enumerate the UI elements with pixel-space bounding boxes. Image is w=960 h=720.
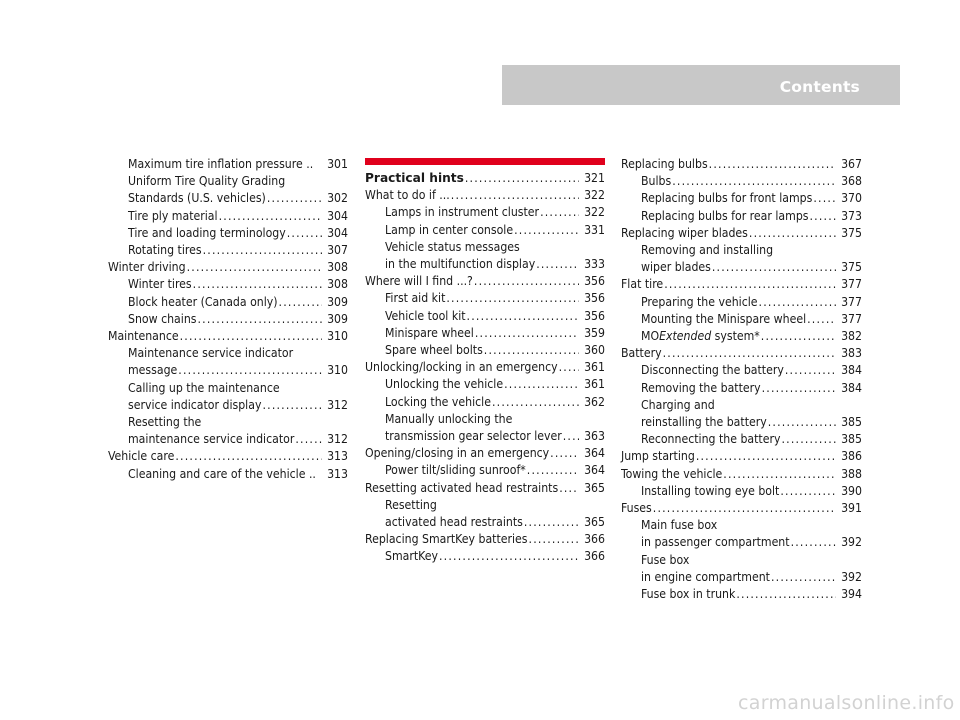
- dot-leader: [540, 204, 579, 221]
- toc-page-number: 356: [584, 274, 605, 289]
- toc-page-number: 394: [841, 587, 862, 602]
- toc-entry[interactable]: [621, 534, 862, 551]
- toc-entry[interactable]: [621, 431, 862, 448]
- toc-page-number: 310: [327, 329, 348, 344]
- dot-leader: [484, 342, 579, 359]
- toc-page-number: 388: [841, 466, 862, 481]
- toc-page-number: 364: [584, 463, 605, 478]
- toc-entry-label: Jump starting: [621, 449, 695, 464]
- toc-entry-label: Minispare wheel: [385, 325, 474, 340]
- toc-page-number: 365: [584, 480, 605, 495]
- dot-leader: [749, 225, 836, 242]
- toc-page-number: 384: [841, 363, 862, 378]
- dot-leader: [781, 431, 836, 448]
- dot-leader: [267, 190, 322, 207]
- toc-page-number: 308: [327, 277, 348, 292]
- toc-entry-label: in passenger compartment: [641, 535, 790, 550]
- toc-page-number: 385: [841, 415, 862, 430]
- toc-entry[interactable]: [365, 514, 605, 531]
- toc-page-number: 307: [327, 243, 348, 258]
- toc-entry[interactable]: [621, 156, 862, 173]
- toc-entry[interactable]: [365, 239, 605, 256]
- toc-page-number: 366: [584, 532, 605, 547]
- toc-entry-label: Fuses: [621, 501, 652, 516]
- toc-page-number: 356: [584, 291, 605, 306]
- toc-entry-label: Disconnecting the battery: [641, 363, 784, 378]
- toc-entry-label: in engine compartment: [641, 569, 770, 584]
- toc-entry[interactable]: [621, 345, 862, 362]
- toc-column-3: [621, 156, 862, 603]
- toc-entry[interactable]: [365, 256, 605, 273]
- toc-entry-label: Tire ply material: [128, 208, 218, 223]
- toc-page-number: 375: [841, 260, 862, 275]
- toc-entry[interactable]: [365, 531, 605, 548]
- toc-page-number: 364: [584, 446, 605, 461]
- dot-leader: [761, 328, 836, 345]
- dot-leader: [203, 242, 322, 259]
- toc-entry[interactable]: [108, 431, 348, 448]
- toc-page-number: 312: [327, 432, 348, 447]
- toc-entry[interactable]: [108, 345, 348, 362]
- toc-page-number: 390: [841, 483, 862, 498]
- toc-entry-label: Lamp in center console: [385, 222, 514, 237]
- toc-page-number: 312: [327, 397, 348, 412]
- toc-entry[interactable]: [365, 394, 605, 411]
- toc-entry-label: Reconnecting the battery: [641, 432, 781, 447]
- toc-entry-label: Preparing the vehicle: [641, 294, 758, 309]
- toc-page-number: 383: [841, 346, 862, 361]
- toc-entry[interactable]: [621, 500, 862, 517]
- dot-leader: [474, 273, 579, 290]
- toc-column-2: [365, 170, 605, 566]
- toc-page-number: 322: [584, 205, 605, 220]
- dot-leader: [759, 294, 836, 311]
- toc-entry-label: Battery: [621, 346, 662, 361]
- toc-entry[interactable]: [365, 290, 605, 307]
- dot-leader: [712, 259, 836, 276]
- toc-entry[interactable]: [621, 276, 862, 293]
- dot-leader: [664, 276, 836, 293]
- toc-entry-label: Calling up the maintenance: [128, 380, 280, 395]
- toc-entry[interactable]: [621, 569, 862, 586]
- section-divider: [365, 158, 605, 165]
- toc-entry-label: Replacing bulbs: [621, 157, 708, 171]
- toc-entry[interactable]: [621, 311, 862, 328]
- dot-leader: [736, 586, 836, 603]
- watermark: carmanualsonline.info: [738, 692, 955, 714]
- toc-entry[interactable]: [365, 376, 605, 393]
- toc-entry-label: Replacing wiper blades: [621, 225, 748, 240]
- toc-entry[interactable]: [365, 308, 605, 325]
- dot-leader: [791, 534, 836, 551]
- toc-entry[interactable]: [365, 480, 605, 497]
- toc-entry-label: message: [128, 363, 178, 378]
- dot-leader: [475, 325, 579, 342]
- dot-leader: [807, 311, 836, 328]
- dot-leader: [504, 376, 579, 393]
- toc-entry-label: Locking the vehicle: [385, 394, 491, 409]
- dot-leader: [524, 514, 579, 531]
- toc-entry-label: Standards (U.S. vehicles): [128, 191, 266, 206]
- toc-entry[interactable]: [108, 242, 348, 259]
- toc-entry-label: Block heater (Canada only): [128, 294, 278, 309]
- toc-page-number: 361: [584, 377, 605, 392]
- dot-leader: [446, 290, 579, 307]
- toc-entry[interactable]: [365, 359, 605, 376]
- toc-entry-label: Cleaning and care of the vehicle ..: [128, 466, 316, 481]
- dot-leader: [762, 380, 836, 397]
- toc-entry-label: reinstalling the battery: [641, 415, 767, 430]
- toc-column-1: [108, 156, 348, 483]
- toc-entry-label: Mounting the Minispare wheel: [641, 311, 807, 326]
- toc-entry[interactable]: [365, 325, 605, 342]
- toc-entry-label: Tire and loading terminology: [128, 225, 286, 240]
- toc-entry[interactable]: [365, 187, 605, 204]
- toc-entry[interactable]: [621, 380, 862, 397]
- dot-leader: [439, 548, 579, 565]
- toc-entry-label: activated head restraints: [385, 515, 523, 530]
- toc-entry[interactable]: [365, 411, 605, 428]
- toc-entry[interactable]: [621, 190, 862, 207]
- dot-leader: [175, 448, 322, 465]
- toc-page-number: 382: [841, 329, 862, 344]
- dot-leader: [709, 156, 836, 173]
- toc-entry[interactable]: [621, 517, 862, 534]
- dot-leader: [193, 276, 322, 293]
- toc-page-number: 359: [584, 325, 605, 340]
- dot-leader: [492, 394, 579, 411]
- toc-entry-label: Maximum tire inflation pressure ..: [128, 157, 314, 171]
- toc-page-number: 322: [584, 188, 605, 203]
- dot-leader: [536, 256, 579, 273]
- toc-entry-label: Replacing SmartKey batteries: [365, 532, 528, 547]
- toc-page-number: 386: [841, 449, 862, 464]
- toc-entry-label: Vehicle status messages: [385, 239, 520, 254]
- toc-page-number: 361: [584, 360, 605, 375]
- toc-entry-label: wiper blades: [641, 260, 711, 275]
- toc-entry-label: Removing the battery: [641, 380, 761, 395]
- dot-leader: [563, 428, 579, 445]
- toc-page-number: 385: [841, 432, 862, 447]
- dot-leader: [451, 187, 579, 204]
- toc-entry[interactable]: [108, 362, 348, 379]
- toc-page-number: 375: [841, 225, 862, 240]
- toc-entry[interactable]: [621, 362, 862, 379]
- toc-entry[interactable]: [365, 273, 605, 290]
- toc-entry[interactable]: [621, 294, 862, 311]
- toc-entry-label: Winter tires: [128, 277, 192, 292]
- dot-leader: [672, 173, 836, 190]
- toc-entry[interactable]: [108, 190, 348, 207]
- toc-entry[interactable]: [621, 328, 862, 345]
- dot-leader: [279, 294, 322, 311]
- toc-entry[interactable]: [108, 276, 348, 293]
- toc-entry[interactable]: [108, 397, 348, 414]
- toc-entry[interactable]: [108, 259, 348, 276]
- toc-page-number: 370: [841, 191, 862, 206]
- contents-header-bar: [502, 65, 900, 105]
- toc-entry-label: Bulbs: [641, 174, 672, 189]
- toc-page-number: 366: [584, 549, 605, 564]
- dot-leader: [663, 345, 836, 362]
- toc-page-number: 377: [841, 311, 862, 326]
- toc-page-number: 331: [584, 222, 605, 237]
- toc-entry-label: Main fuse box: [641, 518, 718, 533]
- toc-page-number: 368: [841, 174, 862, 189]
- dot-leader: [559, 480, 579, 497]
- dot-leader: [810, 208, 837, 225]
- toc-entry[interactable]: [621, 466, 862, 483]
- toc-page-number: 313: [327, 449, 348, 464]
- toc-entry-label: Power tilt/sliding sunroof*: [385, 463, 526, 478]
- toc-page-number: 377: [841, 294, 862, 309]
- dot-leader: [197, 311, 322, 328]
- toc-entry[interactable]: [621, 225, 862, 242]
- toc-entry-label: service indicator display: [128, 397, 262, 412]
- toc-entry[interactable]: [108, 466, 348, 483]
- toc-entry[interactable]: [365, 497, 605, 514]
- toc-entry[interactable]: [108, 380, 348, 397]
- dot-leader: [187, 259, 322, 276]
- toc-entry[interactable]: [621, 448, 862, 465]
- dot-leader: [295, 431, 322, 448]
- toc-entry-label: Lamps in instrument cluster: [385, 205, 540, 220]
- toc-entry[interactable]: [621, 586, 862, 603]
- toc-entry[interactable]: [108, 448, 348, 465]
- dot-leader: [287, 225, 322, 242]
- toc-entry[interactable]: [108, 311, 348, 328]
- toc-entry[interactable]: [108, 328, 348, 345]
- toc-entry-label: First aid kit: [385, 291, 446, 306]
- toc-entry[interactable]: [621, 242, 862, 259]
- dot-leader: [514, 222, 579, 239]
- dot-leader: [180, 328, 322, 345]
- toc-entry[interactable]: [621, 414, 862, 431]
- page-title: Contents: [779, 78, 860, 96]
- toc-entry[interactable]: [108, 208, 348, 225]
- toc-entry[interactable]: [621, 552, 862, 569]
- dot-leader: [653, 500, 836, 517]
- toc-page-number: 392: [841, 569, 862, 584]
- toc-entry-label: Rotating tires: [128, 243, 202, 258]
- toc-page-number: 391: [841, 501, 862, 516]
- toc-entry[interactable]: [365, 222, 605, 239]
- toc-entry-label: Manually unlocking the: [385, 411, 513, 426]
- toc-entry[interactable]: [621, 173, 862, 190]
- toc-entry-label: Snow chains: [128, 311, 197, 326]
- toc-entry[interactable]: [621, 259, 862, 276]
- toc-section-heading[interactable]: [365, 170, 605, 187]
- toc-entry-label: Fuse box in trunk: [641, 587, 736, 602]
- toc-entry-label: SmartKey: [385, 549, 438, 564]
- dot-leader: [219, 208, 322, 225]
- toc-entry-label: What to do if ...: [365, 188, 450, 203]
- toc-entry-label: Where will I find ...?: [365, 274, 473, 289]
- toc-page-number: 356: [584, 308, 605, 323]
- dot-leader: [465, 170, 579, 187]
- toc-entry-label: Fuse box: [641, 552, 690, 567]
- dot-leader: [696, 448, 836, 465]
- toc-entry-label: Removing and installing: [641, 243, 774, 258]
- toc-page-number: 313: [327, 466, 348, 481]
- dot-leader: [771, 569, 836, 586]
- toc-entry[interactable]: [621, 483, 862, 500]
- toc-page-number: 308: [327, 260, 348, 275]
- toc-page-number: 365: [584, 515, 605, 530]
- toc-page-number: 310: [327, 363, 348, 378]
- toc-entry[interactable]: [108, 294, 348, 311]
- dot-leader: [780, 483, 836, 500]
- dot-leader: [550, 445, 579, 462]
- toc-page-number: 309: [327, 294, 348, 309]
- toc-entry-label: Vehicle care: [108, 449, 175, 464]
- toc-page-number: 384: [841, 380, 862, 395]
- toc-page-number: 360: [584, 343, 605, 358]
- toc-entry[interactable]: [365, 428, 605, 445]
- dot-leader: [723, 466, 836, 483]
- toc-page-number: 301: [327, 157, 348, 171]
- toc-entry-label: Replacing bulbs for rear lamps: [641, 208, 809, 223]
- toc-entry[interactable]: [365, 462, 605, 479]
- toc-page-number: 333: [584, 257, 605, 272]
- toc-entry[interactable]: [365, 548, 605, 565]
- toc-entry[interactable]: [108, 173, 348, 190]
- toc-entry[interactable]: [365, 342, 605, 359]
- toc-entry[interactable]: [621, 397, 862, 414]
- dot-leader: [768, 414, 836, 431]
- toc-entry[interactable]: [365, 204, 605, 221]
- toc-entry-label: Maintenance: [108, 329, 179, 344]
- toc-page-number: 304: [327, 208, 348, 223]
- dot-leader: [467, 308, 579, 325]
- toc-page-number: 302: [327, 191, 348, 206]
- toc-entry-label: Resetting activated head restraints: [365, 480, 559, 495]
- toc-entry-label: Winter driving: [108, 260, 186, 275]
- toc-page-number: 321: [584, 171, 605, 185]
- toc-page-number: 362: [584, 394, 605, 409]
- toc-entry-label: Vehicle tool kit: [385, 308, 466, 323]
- toc-entry[interactable]: [621, 208, 862, 225]
- toc-page-number: 304: [327, 225, 348, 240]
- toc-entry-label: Spare wheel bolts: [385, 343, 483, 358]
- toc-entry[interactable]: [108, 156, 348, 173]
- toc-entry-label: Unlocking the vehicle: [385, 377, 504, 392]
- dot-leader: [527, 462, 579, 479]
- toc-page-number: 363: [584, 429, 605, 444]
- toc-entry-label: Replacing bulbs for front lamps: [641, 191, 813, 206]
- dot-leader: [813, 190, 836, 207]
- toc-entry-label: Towing the vehicle: [621, 466, 723, 481]
- dot-leader: [178, 362, 322, 379]
- toc-entry[interactable]: [108, 414, 348, 431]
- toc-entry-label: Opening/closing in an emergency: [365, 446, 550, 461]
- toc-entry-label: Maintenance service indicator: [128, 346, 294, 361]
- dot-leader: [785, 362, 836, 379]
- toc-entry-label: Resetting: [385, 497, 437, 512]
- toc-entry-label: Resetting the: [128, 415, 202, 430]
- toc-entry-label: Uniform Tire Quality Grading: [128, 174, 286, 189]
- toc-entry-label: Flat tire: [621, 277, 664, 292]
- toc-page-number: 377: [841, 277, 862, 292]
- toc-entry-label: MOExtended system*: [641, 329, 760, 344]
- toc-page-number: 309: [327, 311, 348, 326]
- dot-leader: [529, 531, 579, 548]
- dot-leader: [262, 397, 322, 414]
- toc-entry-label: in the multifunction display: [385, 257, 536, 272]
- toc-entry-label: maintenance service indicator: [128, 432, 295, 447]
- toc-entry-label: Practical hints: [365, 171, 464, 185]
- toc-page-number: 392: [841, 535, 862, 550]
- toc-page-number: 373: [841, 208, 862, 223]
- dot-leader: [559, 359, 579, 376]
- toc-entry-label: transmission gear selector lever: [385, 429, 562, 444]
- toc-entry-label: Unlocking/locking in an emergency: [365, 360, 558, 375]
- toc-entry[interactable]: [365, 445, 605, 462]
- toc-entry-label: Charging and: [641, 397, 715, 412]
- toc-entry-label: Installing towing eye bolt: [641, 483, 780, 498]
- toc-page-number: 367: [841, 157, 862, 171]
- toc-entry[interactable]: [108, 225, 348, 242]
